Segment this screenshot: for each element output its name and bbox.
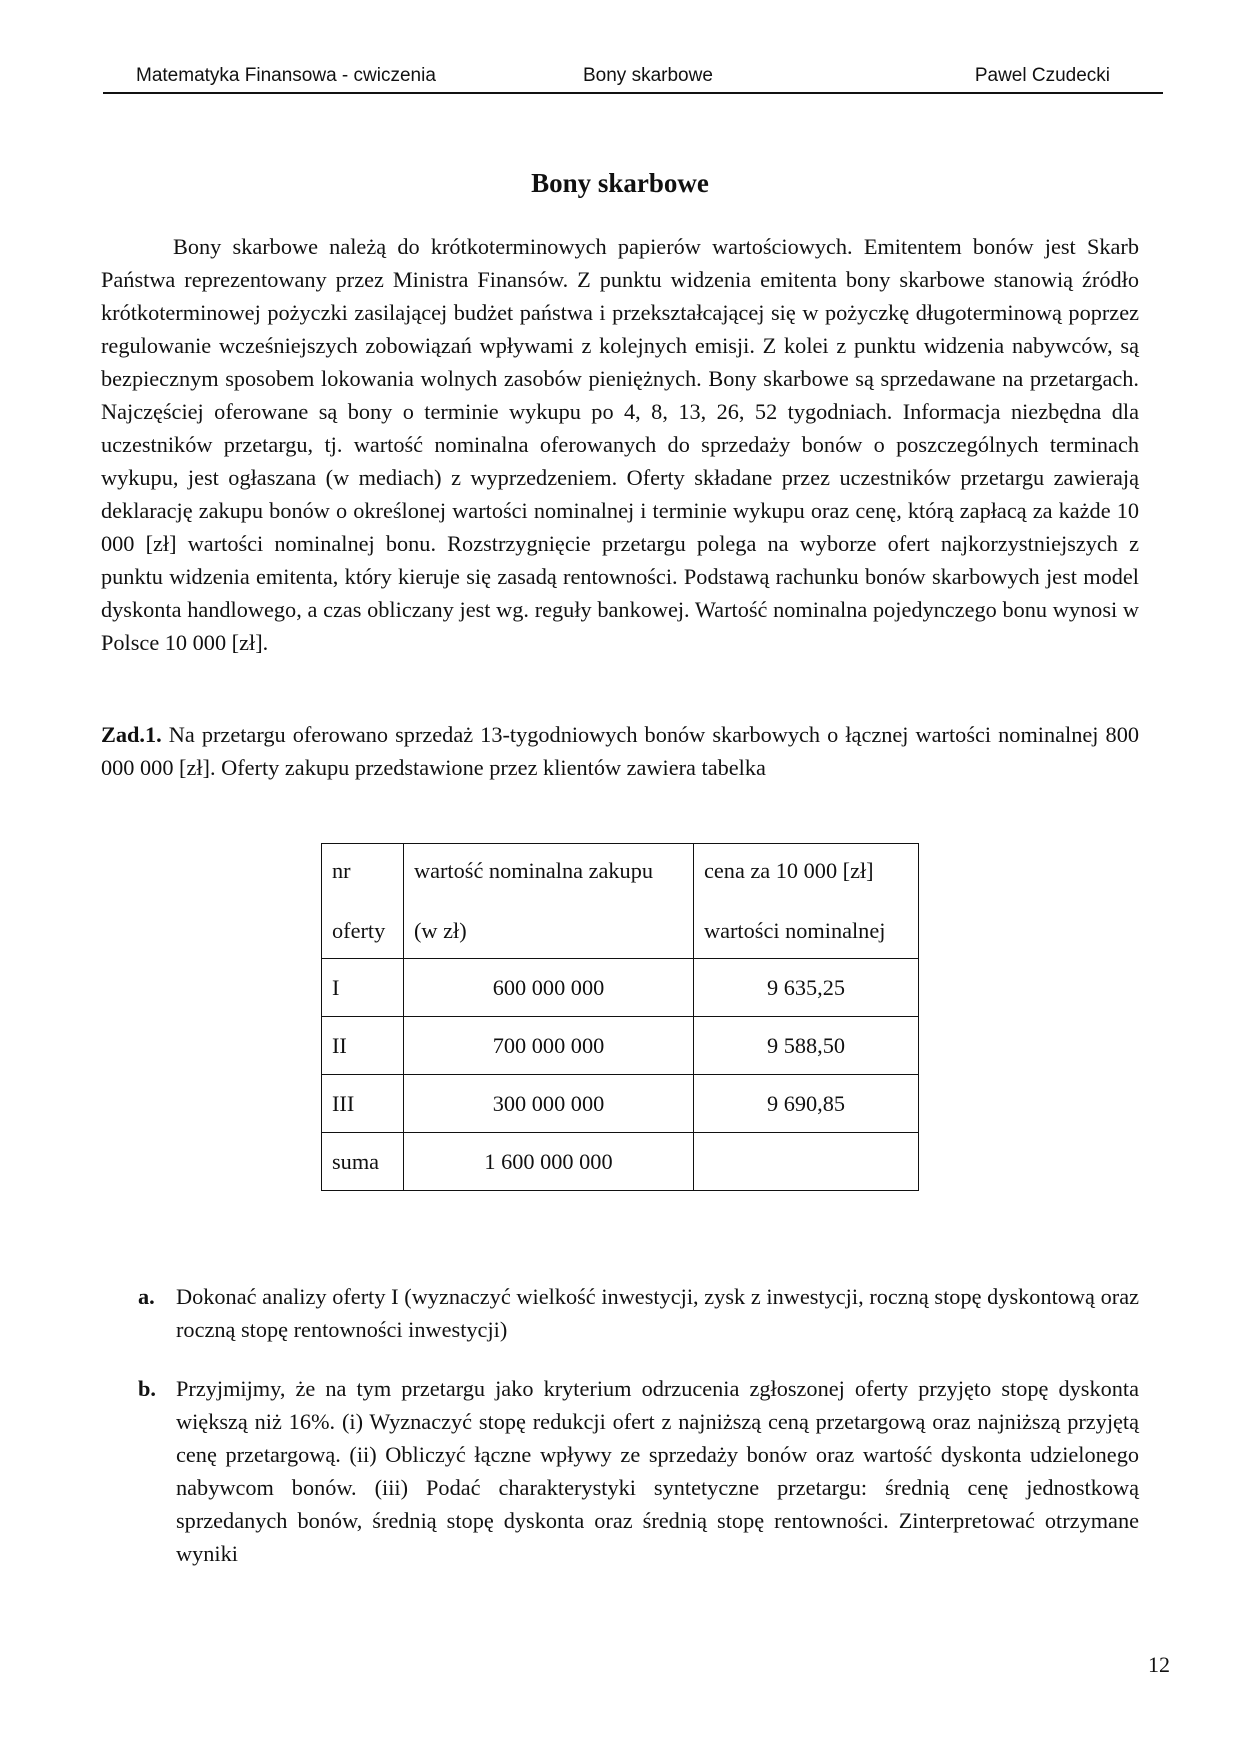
- list-item-text: Przyjmijmy, że na tym przetargu jako kryterium odrzucenia zgłoszonej oferty przyjęto stopę dyskonta większą niż 16%. (i) Wyznaczyć stopę redukcji ofert z najniższą ceną przetargową oraz najniższą przyjętą cenę przetargową. (ii) Obliczyć łączne wpływy ze sprzedaży bonów oraz wartość dyskonta udzielonego nabywcom bonów. (iii) Podać charakterystyki syntetyczne przetargu: średnią cenę jednostkową sprzedanych bonów, średnią stopę dyskonta oraz średnią stopę rentowności. Zinterpretować otrzymane wyniki: [176, 1376, 1139, 1566]
- cell-value: 1 600 000 000: [404, 1133, 694, 1191]
- cell-price: 9 635,25: [694, 959, 919, 1017]
- intro-paragraph: Bony skarbowe należą do krótkoterminowych papierów wartościowych. Emitentem bonów jest Skarb Państwa reprezentowany przez Ministra Finansów. Z punktu widzenia emitenta bony skarbowe stanowią źródło krótkoterminowej pożyczki zasilającej budżet państwa i przekształcającej się w pożyczkę długoterminową poprzez regulowanie wcześniejszych zobowiązań wpływami z kolejnych emisji. Z kolei z punktu widzenia nabywców, są bezpiecznym sposobem lokowania wolnych zasobów pieniężnych. Bony skarbowe są sprzedawane na przetargach. Najczęściej oferowane są bony o terminie wykupu po 4, 8, 13, 26, 52 tygodniach. Informacja niezbędna dla uczestników przetargu, tj. wartość nominalna oferowanych do sprzedaży bonów o poszczególnych terminach wykupu, jest ogłaszana (w mediach) z wyprzedzeniem. Oferty składane przez uczestników przetargu zawierają deklarację zakupu bonów o określonej wartości nominalnej i terminie wykupu oraz cenę, którą zapłacą za każde 10 000 [zł] wartości nominalnej bonu. Rozstrzygnięcie przetargu polega na wyborze ofert najkorzystniejszych z punktu widzenia emitenta, który kieruje się zasadą rentowności. Podstawą rachunku bonów skarbowych jest model dyskonta handlowego, a czas obliczany jest wg. reguły bankowej. Wartość nominalna pojedynczego bonu wynosi w Polsce 10 000 [zł].: [101, 234, 1139, 655]
- list-item-text: Dokonać analizy oferty I (wyznaczyć wielkość inwestycji, zysk z inwestycji, roczną stopę dyskontową oraz roczną stopę rentowności inwestycji): [176, 1284, 1139, 1342]
- table-row: [322, 959, 919, 1017]
- header-cell-nr: [322, 844, 404, 959]
- cell-nr: suma: [322, 1133, 404, 1191]
- header-nr-bottom: oferty: [332, 918, 386, 943]
- header-value-top: wartość nominalna zakupu: [414, 858, 653, 883]
- task-text: Na przetargu oferowano sprzedaż 13-tygodniowych bonów skarbowych o łącznej wartości nominalnej 800 000 000 [zł]. Oferty zakupu przedstawione przez klientów zawiera tabelka: [101, 722, 1139, 780]
- table-row: [322, 1075, 919, 1133]
- task-paragraph: [101, 718, 1139, 784]
- header-author: Pawel Czudecki: [974, 65, 1110, 86]
- cell-value: 600 000 000: [404, 959, 694, 1017]
- header-topic: Bony skarbowe: [583, 65, 713, 86]
- list-item: [138, 1372, 1139, 1570]
- cell-nr: III: [322, 1075, 404, 1133]
- cell-price: [694, 1133, 919, 1191]
- cell-nr: I: [322, 959, 404, 1017]
- page-header: [103, 62, 1163, 94]
- page-number: 12: [1148, 1652, 1170, 1677]
- cell-value: 700 000 000: [404, 1017, 694, 1075]
- header-value-bottom: (w zł): [414, 918, 467, 943]
- cell-value: 300 000 000: [404, 1075, 694, 1133]
- task-label: Zad.1.: [101, 722, 162, 747]
- table-row-total: [322, 1133, 919, 1191]
- table-header-row: [322, 844, 919, 959]
- header-price-top: cena za 10 000 [zł]: [704, 858, 874, 883]
- list-item: [138, 1280, 1139, 1346]
- cell-price: 9 588,50: [694, 1017, 919, 1075]
- header-cell-value: [404, 844, 694, 959]
- page-title: Bony skarbowe: [531, 168, 709, 198]
- header-nr-top: nr: [332, 858, 351, 883]
- header-cell-price: [694, 844, 919, 959]
- list-item-marker: a.: [138, 1284, 155, 1309]
- list-item-marker: b.: [138, 1376, 156, 1401]
- header-course-title: Matematyka Finansowa - cwiczenia: [136, 65, 436, 86]
- cell-price: 9 690,85: [694, 1075, 919, 1133]
- cell-nr: II: [322, 1017, 404, 1075]
- offers-table: [321, 843, 919, 1191]
- header-price-bottom: wartości nominalnej: [704, 918, 886, 943]
- table-row: [322, 1017, 919, 1075]
